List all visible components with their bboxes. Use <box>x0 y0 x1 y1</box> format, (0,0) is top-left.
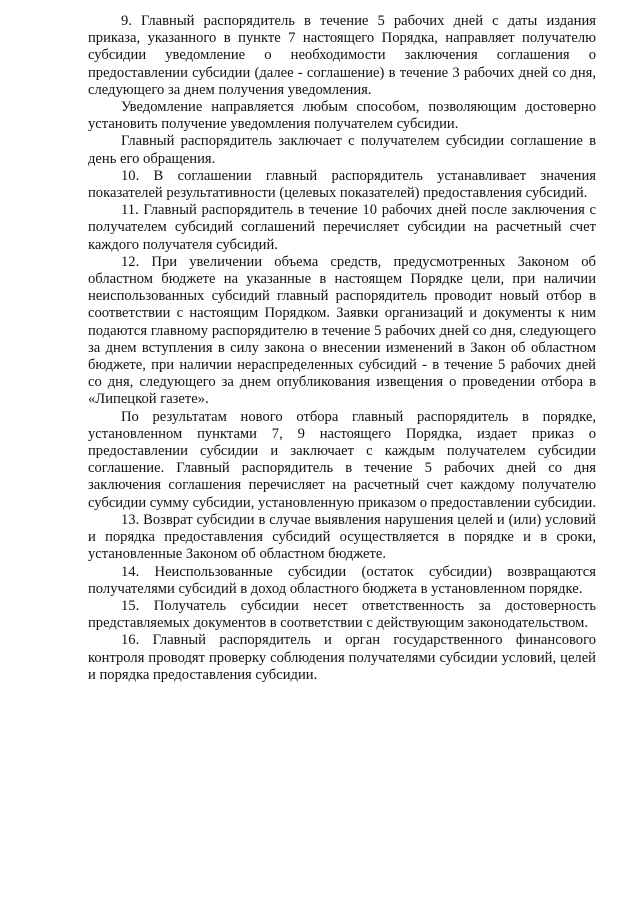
paragraph-13: 13. Возврат субсидии в случае выявления нарушения целей и (или) условий и порядка предоставления субсидий осуществляется в порядке и в сроки, установленные Законом об областном бюджете. <box>88 511 596 563</box>
paragraph-15: 15. Получатель субсидии несет ответственность за достоверность представляемых документов в соответствии с действующим законодательством. <box>88 597 596 632</box>
document-page <box>88 13 596 684</box>
paragraph-16: 16. Главный распорядитель и орган государственного финансового контроля проводят проверку соблюдения получателями субсидии условий, целей и порядка предоставления субсидии. <box>88 632 596 683</box>
paragraph-9-notification: Уведомление направляется любым способом, позволяющим достоверно установить получение уведомления получателем субсидии. <box>88 99 596 133</box>
paragraph-10: 10. В соглашении главный распорядитель устанавливает значения показателей результативности (целевых показателей) предоставления субсидий. <box>88 167 596 202</box>
paragraph-9: 9. Главный распорядитель в течение 5 рабочих дней с даты издания приказа, указанного в пункте 7 настоящего Порядка, направляет получателю субсидии уведомление о необходимости заключения соглашения о предоставлении субсидии (далее - соглашение) в течение 3 рабочих дней со дня, следующего за днем получения уведомления. <box>88 13 596 98</box>
paragraph-12-results: По результатам нового отбора главный распорядитель в порядке, установленном пунктами 7, 9 настоящего Порядка, издает приказ о предоставлении субсидии и заключает с каждым получателем субсидии соглашение. Главный распорядитель в течение 5 рабочих дней со дня заключения соглашения перечисляет на расчетный счет каждому получателю субсидии сумму субсидии, установленную приказом о предоставлении субсидии. <box>88 408 596 511</box>
paragraph-9-agreement: Главный распорядитель заключает с получателем субсидии соглашение в день его обращения. <box>88 133 596 167</box>
paragraph-14: 14. Неиспользованные субсидии (остаток субсидии) возвращаются получателями субсидий в доход областного бюджета в установленном порядке. <box>88 563 596 597</box>
paragraph-12: 12. При увеличении объема средств, предусмотренных Законом об областном бюджете на указанные в настоящем Порядке цели, при наличии неиспользованных субсидий главный распорядитель проводит новый отбор в соответствии с настоящим Порядком. Заявки организаций и документы к ним подаются главному распорядителю в течение 5 рабочих дней со дня, следующего за днем вступления в силу закона о внесении изменений в Закон об областном бюджете, при наличии нераспределенных субсидий - в течение 5 рабочих дней со дня, следующего за днем опубликования извещения о проведении отбора в «Липецкой газете». <box>88 253 596 408</box>
paragraph-11: 11. Главный распорядитель в течение 10 рабочих дней после заключения с получателем субсидий соглашений перечисляет субсидии на расчетный счет каждого получателя субсидий. <box>88 202 596 253</box>
